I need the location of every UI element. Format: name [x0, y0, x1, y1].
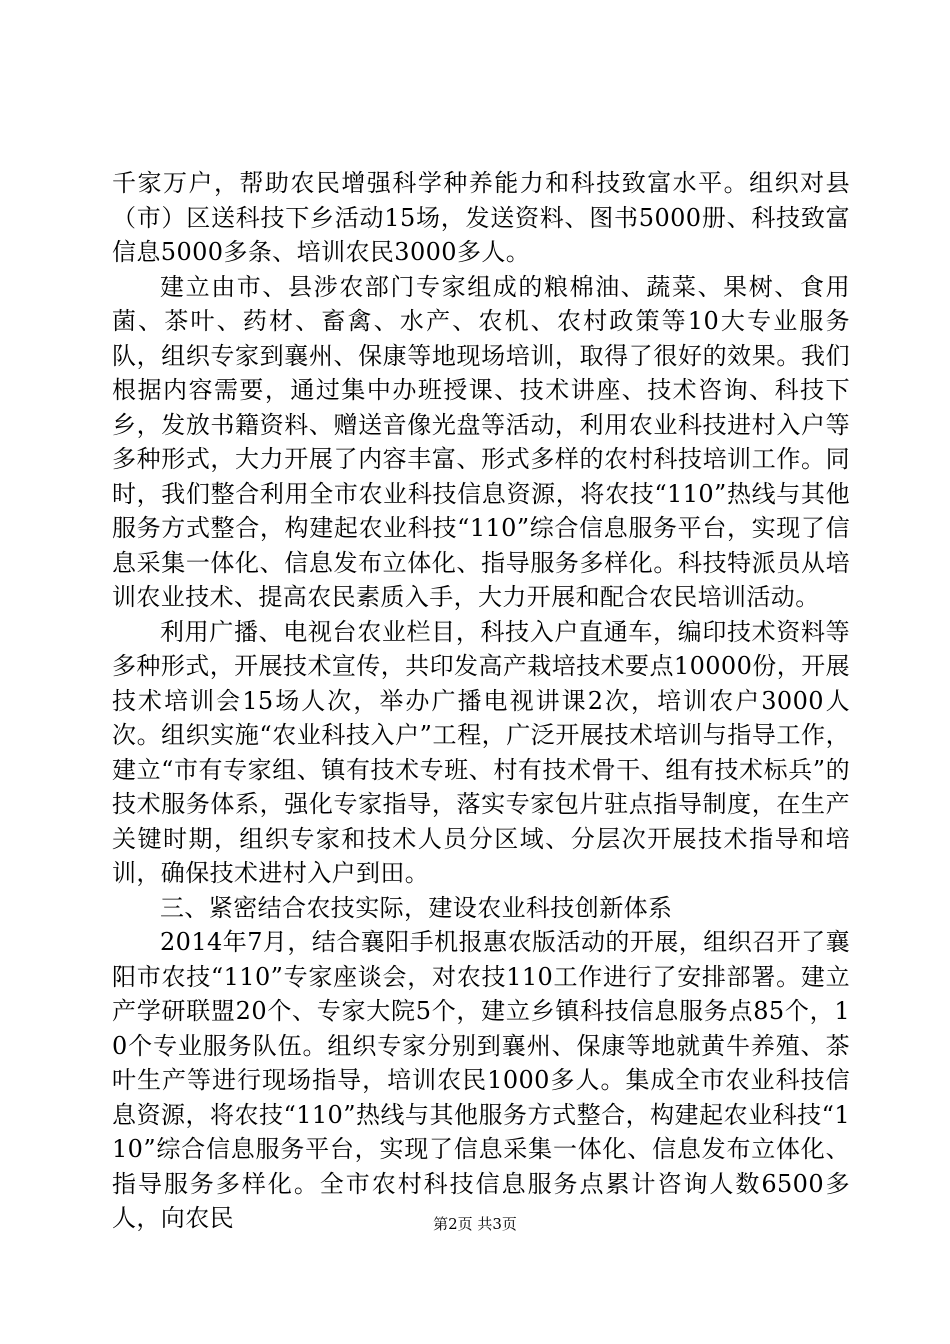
document-body	[112, 166, 850, 1236]
page-number-footer: 第2页 共3页	[433, 1215, 517, 1233]
paragraph-expert-teams: 建立由市、县涉农部门专家组成的粮棉油、蔬菜、果树、食用菌、茶叶、药材、畜禽、水产、农机、农村政策等10大专业服务队，组织专家到襄州、保康等地现场培训，取得了很好的效果。我们根据内容需要，通过集中办班授课、技术讲座、技术咨询、科技下乡，发放书籍资料、赠送音像光盘等活动，利用农业科技进村入户等多种形式，大力开展了内容丰富、形式多样的农村科技培训工作。同时，我们整合利用全市农业科技信息资源，将农技“110”热线与其他服务方式整合，构建起农业科技“110”综合信息服务平台，实现了信息采集一体化、信息发布立体化、指导服务多样化。科技特派员从培训农业技术、提高农民素质入手，大力开展和配合农民培训活动。	[112, 272, 850, 611]
paragraph-continuation: 千家万户，帮助农民增强科学种养能力和科技致富水平。组织对县（市）区送科技下乡活动15场，发送资料、图书5000册、科技致富信息5000多条、培训农民3000多人。	[112, 169, 850, 266]
section-heading-innovation-system: 三、紧密结合农技实际，建设农业科技创新体系	[160, 893, 673, 922]
paragraph-tech-promotion: 利用广播、电视台农业栏目，科技入户直通车，编印技术资料等多种形式，开展技术宣传，共印发高产栽培技术要点10000份，开展技术培训会15场人次，举办广播电视讲课2次，培训农户3000人次。组织实施“农业科技入户”工程，广泛开展技术培训与指导工作，建立“市有专家组、镇有技术专班、村有技术骨干、组有技术标兵”的技术服务体系，强化专家指导，落实专家包片驻点指导制度，在生产关键时期，组织专家和技术人员分区域、分层次开展技术指导和培训，确保技术进村入户到田。	[112, 617, 850, 887]
paragraph-2014-activities: 2014年7月，结合襄阳手机报惠农版活动的开展，组织召开了襄阳市农技“110”专家座谈会，对农技110工作进行了安排部署。建立产学研联盟20个、专家大院5个，建立乡镇科技信息服务点85个，10个专业服务队伍。组织专家分别到襄州、保康等地就黄牛养殖、茶叶生产等进行现场指导，培训农民1000多人。集成全市农业科技信息资源，将农技“110”热线与其他服务方式整合，构建起农业科技“110”综合信息服务平台，实现了信息采集一体化、信息发布立体化、指导服务多样化。全市农村科技信息服务点累计咨询人数6500多人，向农民	[112, 928, 850, 1232]
